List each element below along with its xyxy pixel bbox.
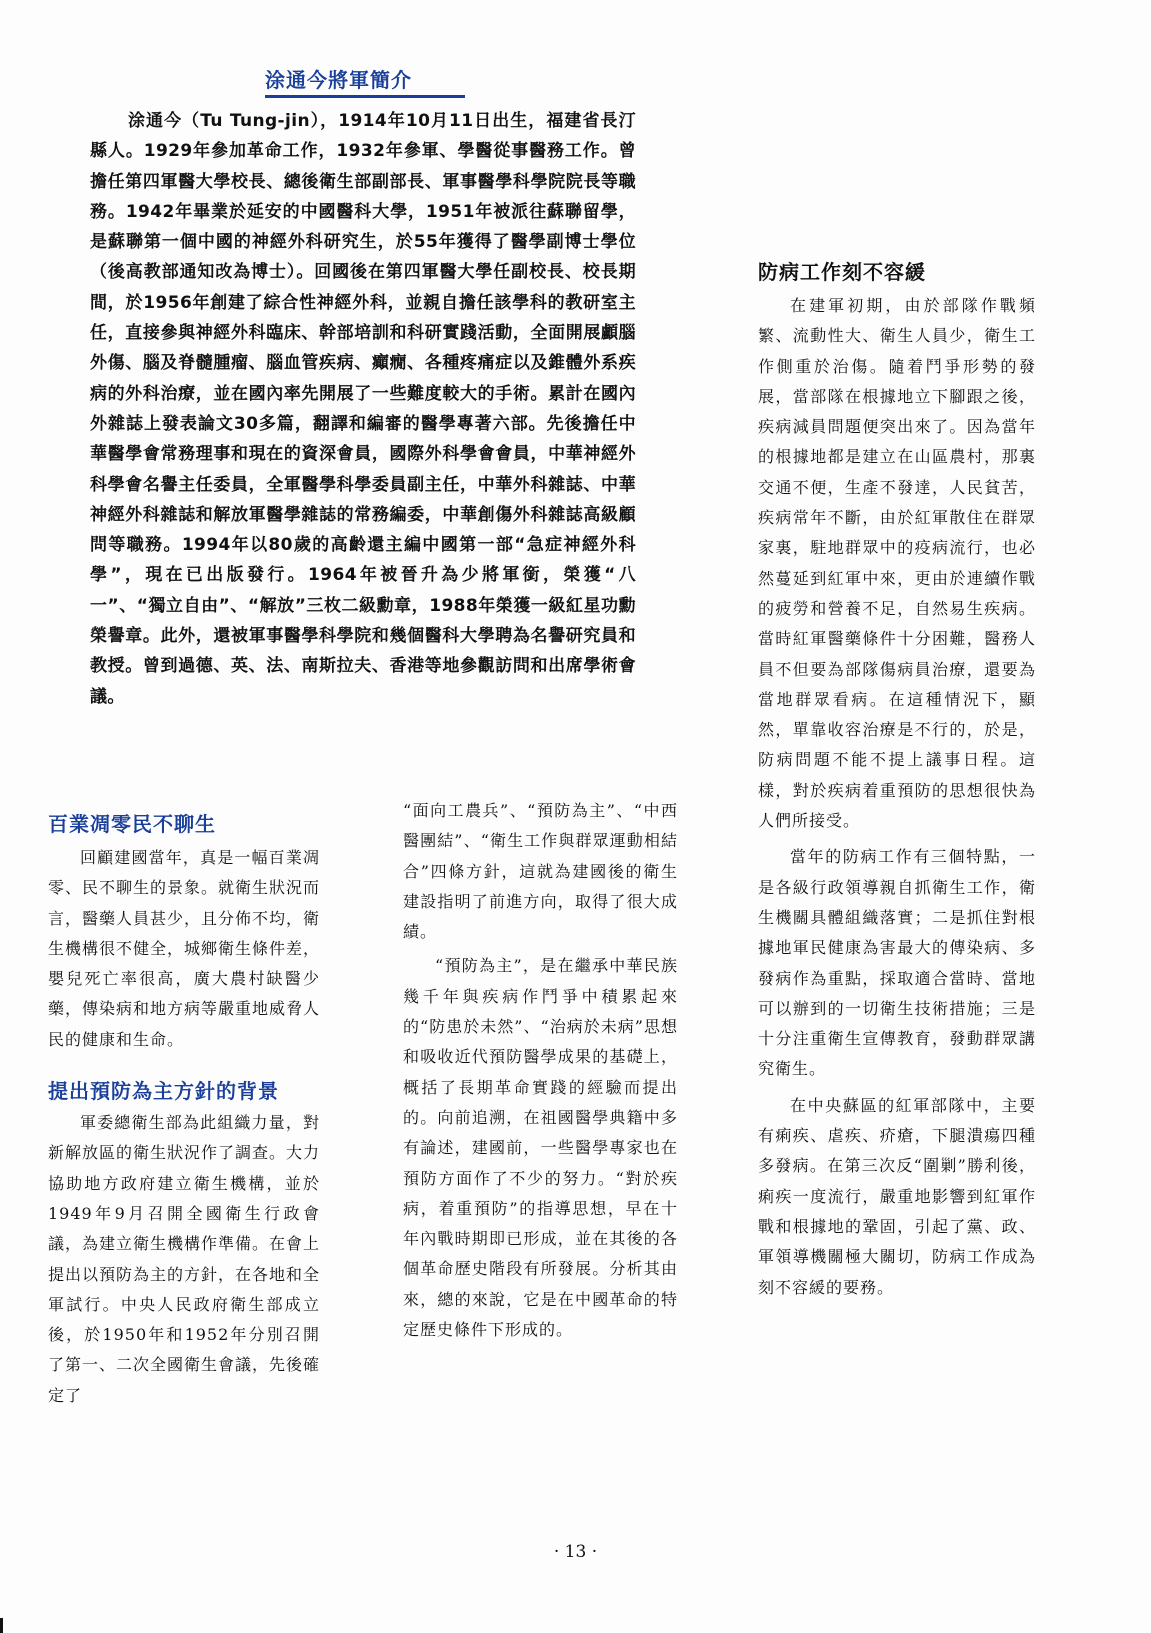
heading-yu-fang-bei-jing: 提出預防為主方針的背景 xyxy=(48,1079,279,1104)
paragraph: 在中央蘇區的紅軍部隊中，主要有痢疾、虐疾、疥瘡，下腿潰瘍四種多發病。在第三次反“圍剿”勝利後，痢疾一度流行，嚴重地影響到紅軍作戰和根據地的鞏固，引起了黨、政、軍領導機關極大關切，防病工作成為刻不容緩的要務。 xyxy=(758,1095,1036,1297)
paragraph: 在建軍初期，由於部隊作戰頻繁、流動性大、衛生人員少，衛生工作側重於治傷。隨着鬥爭形勢的發展，當部隊在根據地立下腳跟之後，疾病減員問題便突出來了。因為當年的根據地都是建立在山區農村，那裏交通不便，生產不發達，人民貧苦，疾病常年不斷，由於紅軍散住在群眾家裏，駐地群眾中的疫病流行，也必然蔓延到紅軍中來，更由於連續作戰的疲勞和營養不足，自然易生疾病。當時紅軍醫藥條件十分困難，醫務人員不但要為部隊傷病員治療，還要為當地群眾看病。在這種情況下，顯然，單靠收容治療是不行的，於是，防病問題不能不提上議事日程。這樣，對於疾病着重預防的思想很快為人們所接受。 xyxy=(758,296,1036,831)
paragraph: “面向工農兵”、“預防為主”、“中西醫團結”、“衛生工作與群眾運動相結合”四條方針，這就為建國後的衛生建設指明了前進方向，取得了很大成績。 xyxy=(403,801,678,942)
paragraph: 回顧建國當年，真是一幅百業凋零、民不聊生的景象。就衛生狀況而言，醫藥人員甚少，且分佈不均，衛生機構很不健全，城鄉衛生條件差，嬰兒死亡率很高，廣大農村缺醫少藥，傳染病和地方病等嚴重地威脅人民的健康和生命。 xyxy=(48,848,321,1049)
column-left xyxy=(48,808,320,1411)
page-number: · 13 · xyxy=(553,1542,598,1562)
column-right xyxy=(758,256,1036,1303)
paragraph: 軍委總衛生部為此組織力量，對新解放區的衛生狀況作了調查。大力協助地方政府建立衛生機構，並於1949年9月召開全國衛生行政會議，為建立衛生機構作準備。在會上提出以預防為主的方針，在各地和全軍試行。中央人民政府衛生部成立後，於1950年和1952年分別召開了第一、二次全國衛生會議，先後確定了 xyxy=(48,1113,321,1405)
column-middle xyxy=(403,796,678,1345)
bio-text: 涂通今（Tu Tung-jin），1914年10月11日出生，福建省長汀縣人。1929年參加革命工作，1932年參軍、學醫從事醫務工作。曾擔任第四軍醫大學校長、總後衛生部副部長、軍事醫學科學院院長等職務。1942年畢業於延安的中國醫科大學，1951年被派往蘇聯留學，是蘇聯第一個中國的神經外科研究生，於55年獲得了醫學副博士學位（後高教部通知改為博士）。回國後在第四軍醫大學任副校長、校長期間，於1956年創建了綜合性神經外科，並親自擔任該學科的教研室主任，直接參與神經外科臨床、幹部培訓和科研實踐活動，全面開展顱腦外傷、腦及脊髓腫瘤、腦血管疾病、癲癇、各種疼痛症以及錐體外系疾病的外科治療，並在國內率先開展了一些難度較大的手術。累計在國內外雜誌上發表論文30多篇，翻譯和編審的醫學專著六部。先後擔任中華醫學會常務理事和現在的資深會員，國際外科學會會員，中華神經外科學會名譽主任委員，全軍醫學科學委員副主任，中華外科雜誌、中華神經外科雜誌和解放軍醫學雜誌的常務編委，中華創傷外科雜誌高級顧問等職務。1994年以80歲的高齡還主編中國第一部“急症神經外科學”，現在已出版發行。1964年被晉升為少將軍銜，榮獲“八一”、“獨立自由”、“解放”三枚二級勳章，1988年榮獲一級紅星功勳榮譽章。此外，還被軍事醫學科學院和幾個醫科大學聘為名譽研究員和教授。曾到過德、英、法、南斯拉夫、香港等地參觀訪問和出席學術會議。 xyxy=(90,111,636,707)
paragraph: “預防為主”，是在繼承中華民族幾千年與疾病作鬥爭中積累起來的“防患於未然”、“治病於未病”思想和吸收近代預防醫學成果的基礎上，概括了長期革命實踐的經驗而提出的。向前追溯，在祖國醫學典籍中多有論述，建國前，一些醫學專家也在預防方面作了不少的努力。“對於疾病，着重預防”的指導思想，早在十年內戰時期即已形成，並在其後的各個革命歷史階段有所發展。分析其由來，總的來說，它是在中國革命的特定歷史條件下形成的。 xyxy=(403,956,678,1340)
heading-fang-bing: 防病工作刻不容緩 xyxy=(758,260,926,284)
scan-mark xyxy=(0,1618,3,1633)
heading-bai-ye: 百業凋零民不聊生 xyxy=(48,812,216,836)
bio-title: 涂通今將軍簡介 xyxy=(265,64,465,98)
paragraph: 當年的防病工作有三個特點，一是各級行政領導親自抓衛生工作，衛生機關具體組織落實；二是抓住對根據地軍民健康為害最大的傳染病、多發病作為重點，採取適合當時、當地可以辦到的一切衛生技術措施；三是十分注重衛生宣傳教育，發動群眾講究衛生。 xyxy=(758,847,1036,1079)
